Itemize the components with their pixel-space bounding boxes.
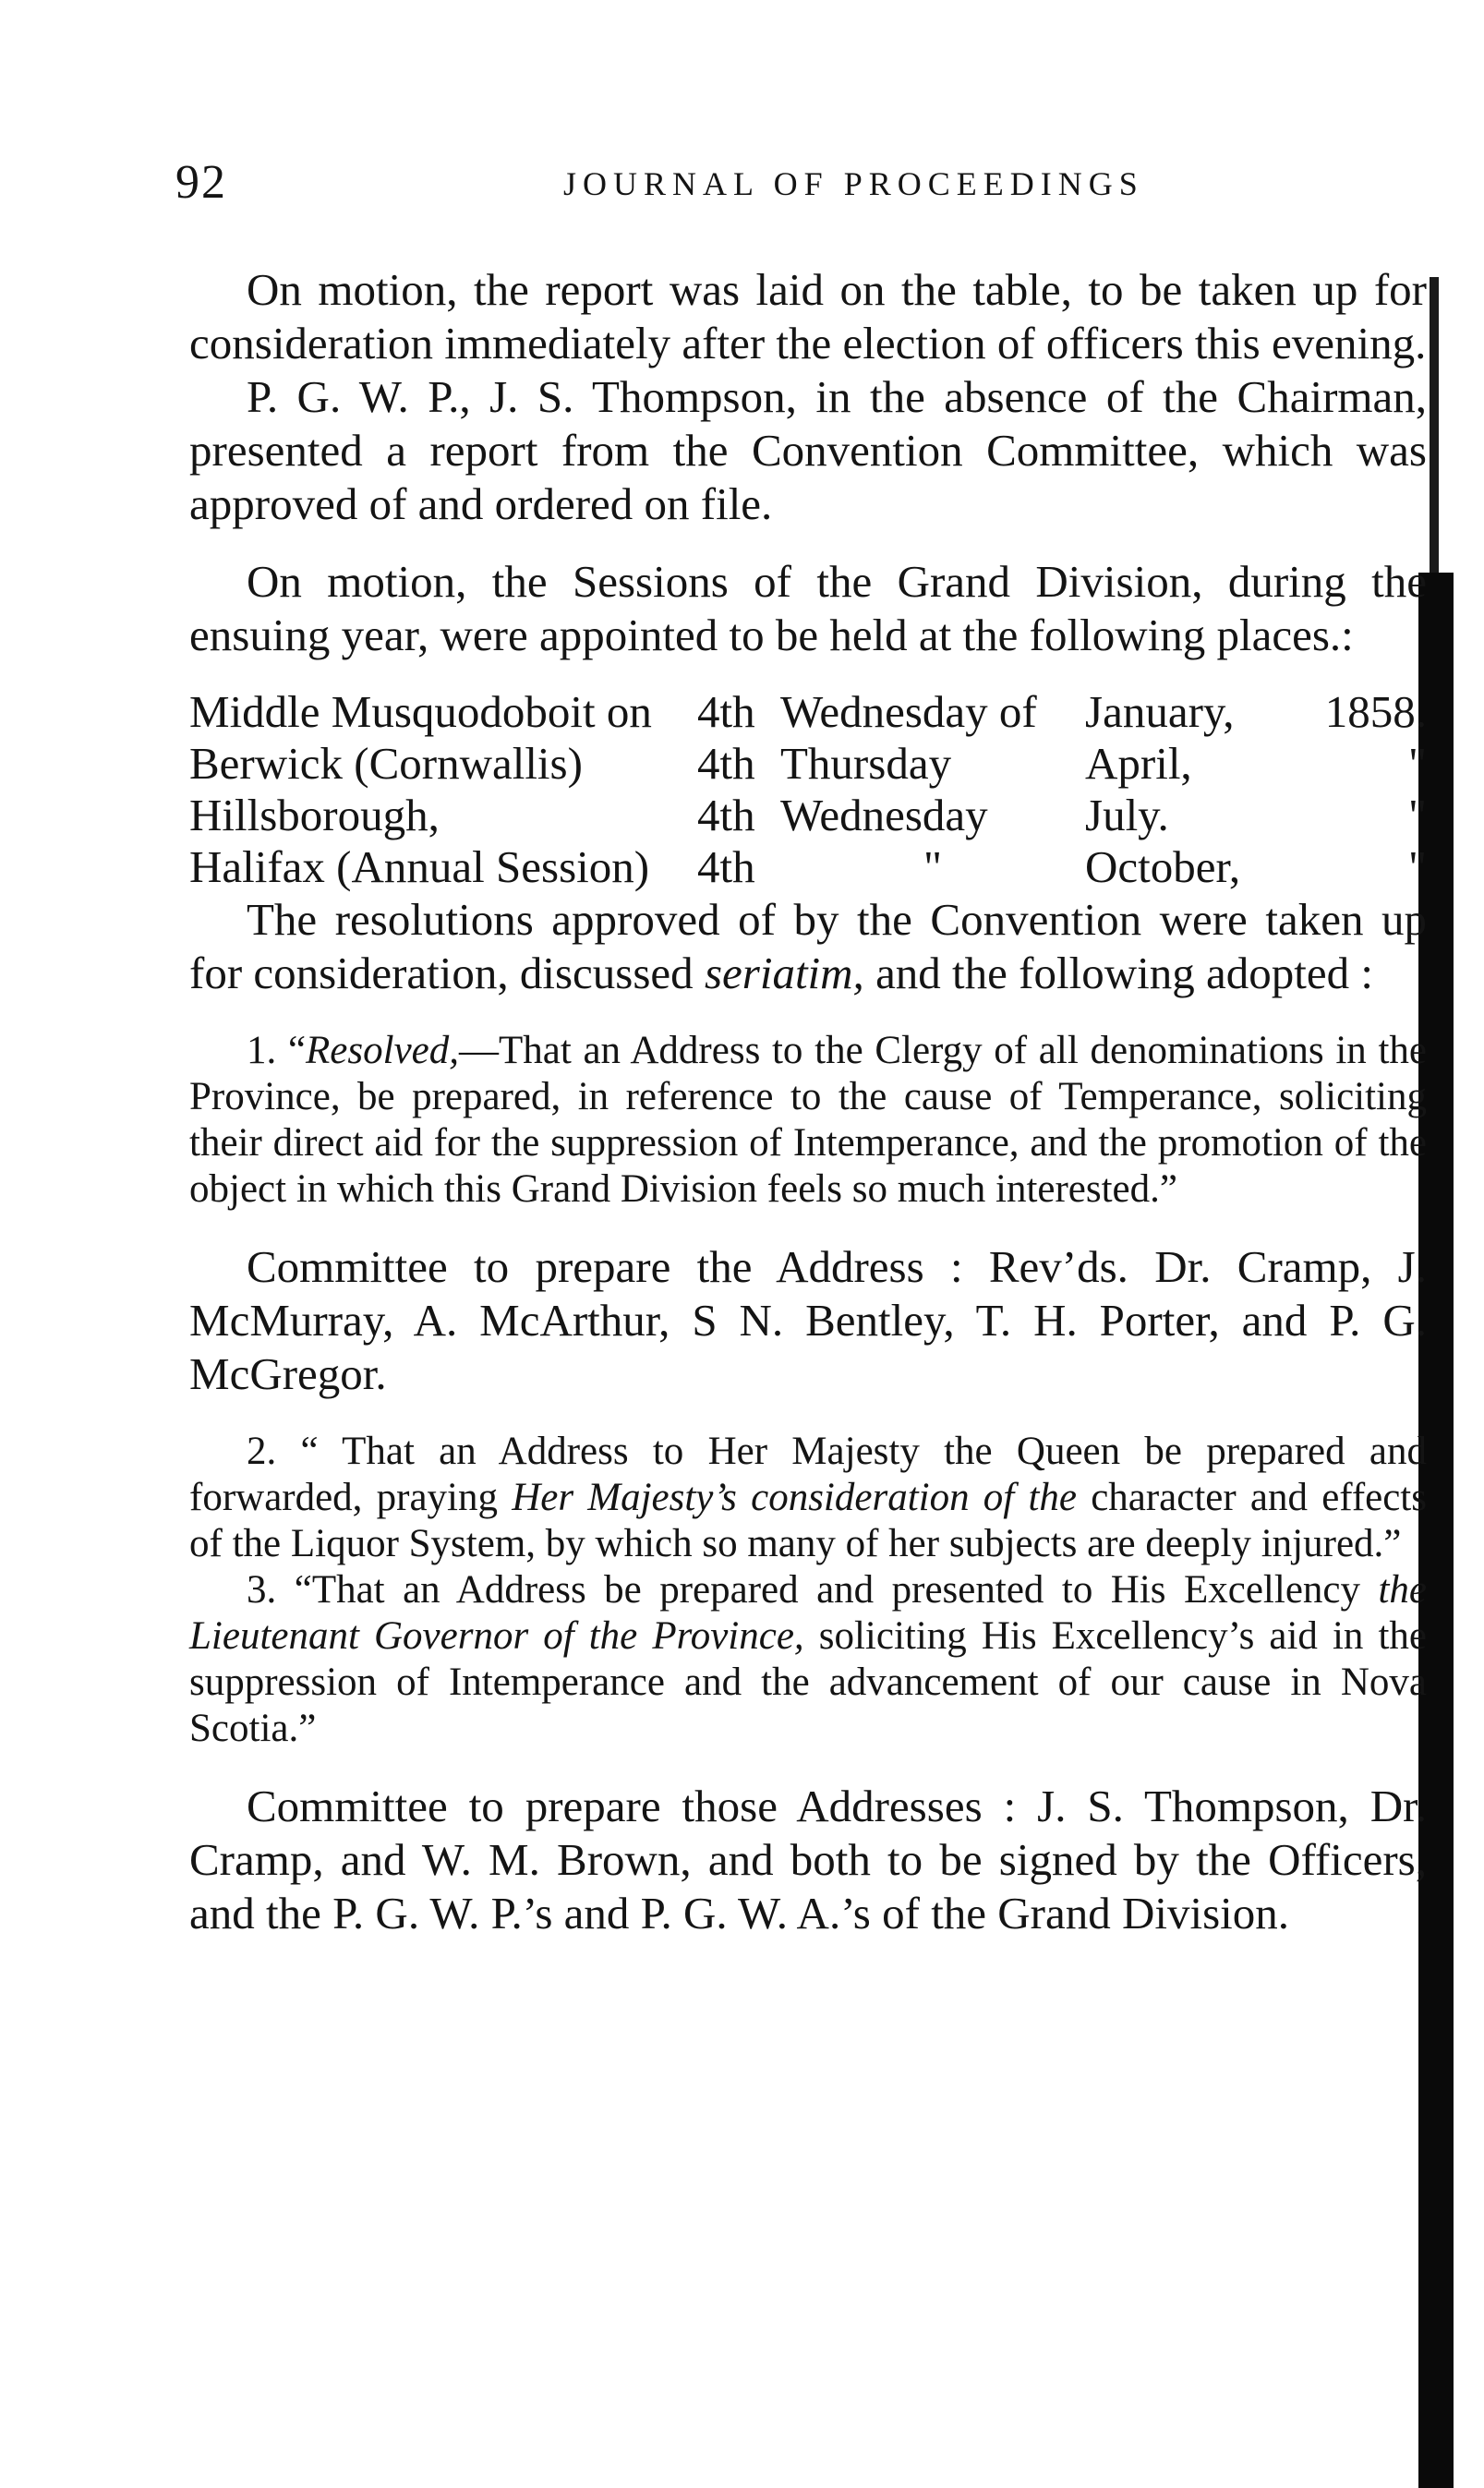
page-body (189, 263, 1427, 1940)
session-row (189, 738, 1427, 790)
resolution-3 (189, 1567, 1427, 1752)
text-run: soliciting His Excellency’s aid in the suppression of Intemperance and the advancement of our cause in Nova Scotia.” (189, 1614, 1427, 1750)
committee-paragraph: Committee to prepare those Addresses : J. S. Thompson, Dr. Cramp, and W. M. Brown, and both to be signed by the Officers, and the P. G. W. P.’s and P. G. W. A.’s of the Grand Division. (189, 1781, 1427, 1938)
session-row (189, 841, 1427, 893)
resolution-number: 3. (247, 1568, 277, 1612)
ditto-mark: " (1407, 841, 1427, 892)
session-row (189, 686, 1427, 738)
session-day: Wednesday of (780, 686, 1037, 737)
text-run: —That an Address to the Clergy of all denominations in the Province, be prepared, in reference to the cause of Temperance, soliciting their direct aid for the suppression of Intemperance, and the promotion of the object in which this Grand Division feels so much interested.” (189, 1029, 1427, 1211)
text-run: and the following adopted : (863, 948, 1373, 998)
resolution-number: 2. (247, 1430, 277, 1473)
session-place: Middle Musquodoboit on (189, 686, 652, 737)
italic-text: the Lieutenant Governor of the Province, (189, 1568, 1428, 1658)
resolution-number: 1. (247, 1029, 277, 1072)
text-run: “ That an Address to Her Majesty the Queen be prepared and forwarded, praying (189, 1430, 1428, 1519)
session-week: 4th (697, 841, 755, 892)
text-run: The resolutions approved of by the Convention were taken up for consideration, discussed (189, 894, 1427, 998)
session-month: July. (1085, 790, 1169, 840)
session-place: Berwick (Cornwallis) (189, 738, 583, 789)
ditto-mark: " (923, 841, 942, 892)
ditto-mark: " (1407, 738, 1427, 789)
session-month: January, (1085, 686, 1235, 737)
resolution-2 (189, 1429, 1427, 1567)
italic-text: seriatim, (704, 948, 864, 998)
session-month: October, (1085, 841, 1241, 892)
text-run: “ (287, 1029, 307, 1072)
sessions-list (189, 686, 1427, 893)
session-place: Hillsborough, (189, 790, 440, 840)
paragraph: P. G. W. P., J. S. Thompson, in the absence of the Chairman, presented a report from the Convention Committee, which was approved of and ordered on file. (189, 371, 1427, 529)
paragraph: On motion, the report was laid on the table, to be taken up for consideration immediately after the election of officers this evening. (189, 264, 1427, 368)
paragraph (189, 893, 1427, 1000)
resolution-1 (189, 1028, 1427, 1213)
page-number: 92 (175, 156, 227, 209)
text-run: character and effects of the Liquor System, by which so many of her subjects are deeply injured.” (189, 1476, 1427, 1565)
session-day: Thursday (780, 738, 952, 789)
session-row (189, 790, 1427, 841)
session-week: 4th (697, 738, 755, 789)
session-place: Halifax (Annual Session) (189, 841, 650, 892)
page-header (175, 155, 1413, 211)
ditto-mark: " (1407, 790, 1427, 840)
scan-edge-shadow (1430, 277, 1439, 582)
italic-text: Her Majesty’s consideration of the (512, 1476, 1077, 1519)
session-year: 1858. (1324, 686, 1427, 737)
session-day: Wednesday (780, 790, 988, 840)
committee-paragraph: Committee to prepare the Address : Rev’ds. Dr. Cramp, J. McMurray, A. McArthur, S N. Bentley, T. H. Porter, and P. G. McGregor. (189, 1241, 1427, 1399)
paragraph: On motion, the Sessions of the Grand Division, during the ensuing year, were appointed to be held at the following places.: (189, 556, 1427, 660)
session-week: 4th (697, 686, 755, 737)
text-run: “That an Address be prepared and presented to His Excellency (294, 1568, 1379, 1612)
italic-text: Resolved, (306, 1029, 459, 1072)
session-week: 4th (697, 790, 755, 840)
session-month: April, (1085, 738, 1192, 789)
running-head: JOURNAL OF PROCEEDINGS (563, 165, 1144, 202)
